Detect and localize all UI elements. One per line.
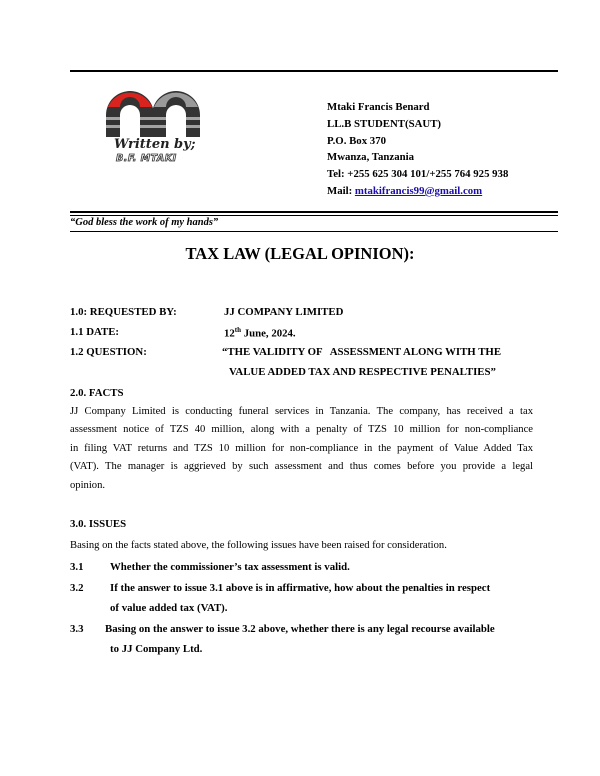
top-rule [70,70,558,72]
facts-paragraph [70,403,533,495]
issues-intro: Basing on the facts stated above, the following issues have been raised for consideration. [70,540,447,551]
facts-line: assessment notice of TZS 40 million, along with a penalty of TZS 10 million for non-compliance [70,424,533,436]
date-rest: June, 2024. [241,327,296,340]
issue-number: 3.1 [70,561,84,573]
contact-name: Mtaki Francis Benard [327,101,430,113]
contact-box: P.O. Box 370 [327,134,386,147]
contact-mail-line [327,183,508,200]
issue-text: Basing on the answer to issue 3.2 above, whether there is any legal recourse available [105,623,495,635]
facts-line: in filing VAT returns and TZS 10 million for non-compliance in the payment of Value Added Tax [70,442,533,454]
issue-text: If the answer to issue 3.1 above is in affirmative, how about the penalties in respect [110,582,491,594]
header-rule-thick [70,211,558,213]
issue-text-cont: to JJ Company Ltd. [110,643,203,655]
facts-line: JJ Company Limited is conducting funeral services in Tanzania. The company, has received a tax [70,406,533,417]
question-label: 1.2 QUESTION: [70,346,147,358]
contact-role: LL.B STUDENT(SAUT) [327,117,441,130]
logo-script-text: Written by; [114,137,196,152]
contact-tel: Tel: +255 625 304 101/+255 764 925 938 [327,168,509,181]
issue-text-cont: of value added tax (VAT). [110,602,228,614]
author-logo [100,85,210,170]
issue-number: 3.3 [70,623,84,635]
question-line-2: VALUE ADDED TAX AND RESPECTIVE PENALTIES” [229,366,496,378]
question-line-1: “THE VALIDITY OF ASSESSMENT ALONG WITH THE [222,346,502,358]
motto-underline [70,231,558,232]
header-rule-thin [70,215,558,216]
issues-heading: 3.0. ISSUES [70,518,127,530]
contact-city: Mwanza, Tanzania [327,151,414,164]
requested-label: 1.0: REQUESTED BY: [70,306,177,318]
motto: “God bless the work of my hands” [70,217,219,228]
date-suffix: th [234,326,242,334]
email-link[interactable]: mtakifrancis99@gmail.com [354,184,483,197]
contact-block [327,99,508,200]
logo-name-text: B.F. MTAKI [116,153,177,164]
date-label: 1.1 DATE: [70,326,119,338]
requested-value: JJ COMPANY LIMITED [224,306,344,318]
facts-line: opinion. [70,479,106,491]
date-value [224,326,296,340]
date-day: 12 [224,327,235,340]
facts-line: (VAT). The manager is aggrieved by such assessment and thus comes before you provide a legal [70,461,533,473]
issue-number: 3.2 [70,582,84,594]
mail-label: Mail: [327,184,355,197]
issue-text: Whether the commissioner’s tax assessment is valid. [110,561,350,573]
facts-heading: 2.0. FACTS [70,387,124,399]
page-title: TAX LAW (LEGAL OPINION): [185,244,415,263]
